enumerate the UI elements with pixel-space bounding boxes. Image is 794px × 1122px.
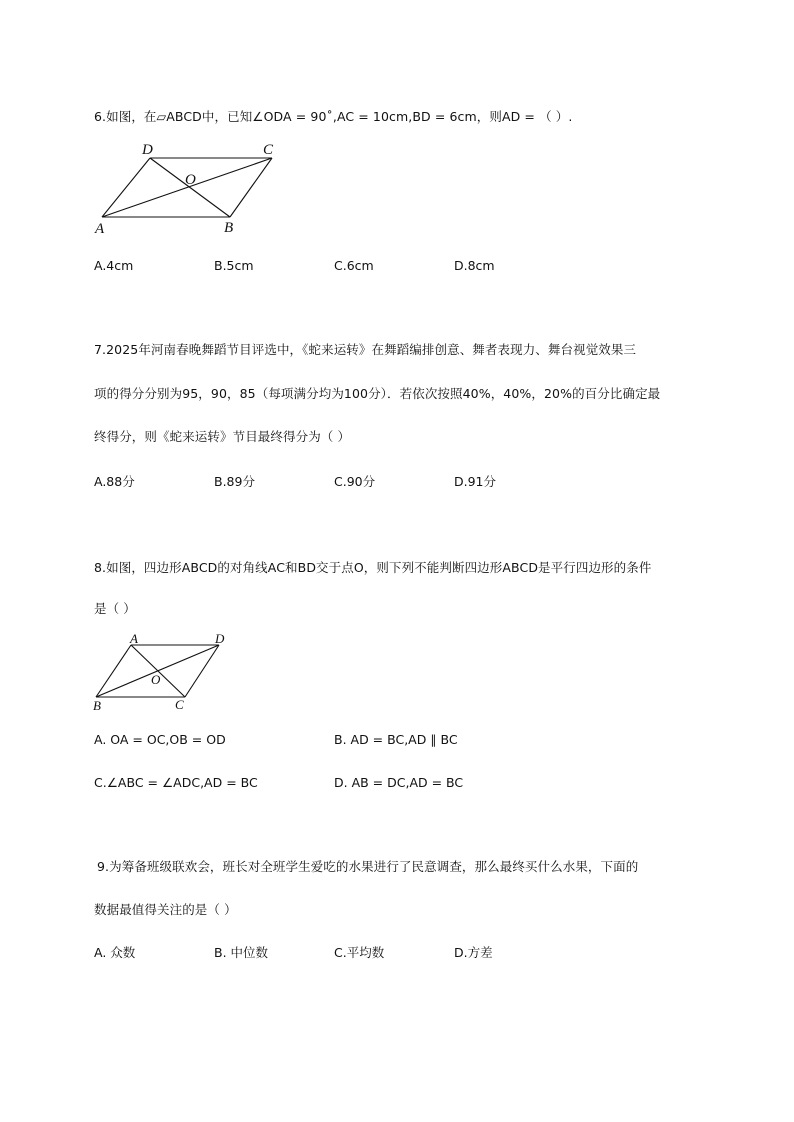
q8-option-a[interactable]: A. OA = OC,OB = OD	[94, 732, 226, 747]
label-b: B	[93, 698, 101, 713]
side-bc	[230, 158, 272, 217]
label-a: A	[95, 221, 105, 237]
q9-option-a[interactable]: A. 众数	[94, 945, 136, 960]
q9-option-c[interactable]: C.平均数	[334, 945, 385, 960]
q8-option-c[interactable]: C.∠ABC = ∠ADC,AD = BC	[94, 775, 258, 790]
q7-option-a[interactable]: A.88分	[94, 474, 135, 489]
side-cd	[185, 645, 219, 697]
q7-option-b[interactable]: B.89分	[214, 474, 255, 489]
question-8-line-2: 是（ ）	[94, 601, 136, 616]
question-8-line-1: 8.如图，四边形ABCD的对角线AC和BD交于点O，则下列不能判断四边形ABCD是平行四边形的条件	[94, 560, 652, 575]
diagonal-bd	[96, 645, 219, 697]
q7-option-c[interactable]: C.90分	[334, 474, 376, 489]
question-7-line-2: 项的得分分别为95，90，85（每项满分均为100分）．若依次按照40%，40%，20%的百分比确定最	[94, 386, 661, 401]
label-c: C	[263, 142, 274, 158]
question-9-line-2: 数据最值得关注的是（ ）	[94, 902, 237, 917]
q6-option-b[interactable]: B.5cm	[214, 258, 254, 273]
question-6-text: 6.如图，在▱ABCD中，已知∠ODA = 90˚,AC = 10cm,BD = 6cm，则AD = （ ）.	[94, 109, 573, 124]
q8-option-d[interactable]: D. AB = DC,AD = BC	[334, 775, 464, 790]
parallelogram-figure-q8	[90, 632, 250, 712]
q9-option-d[interactable]: D.方差	[454, 945, 493, 960]
q6-option-a[interactable]: A.4cm	[94, 258, 134, 273]
parallelogram-figure-q6	[94, 142, 294, 237]
question-9-line-1: 9.为筹备班级联欢会，班长对全班学生爱吃的水果进行了民意调查，那么最终买什么水果，下面的	[97, 859, 639, 874]
label-o: O	[151, 672, 161, 687]
label-d: D	[142, 142, 153, 158]
label-d: D	[215, 631, 225, 646]
label-b: B	[224, 220, 234, 236]
label-c: C	[175, 697, 184, 712]
q8-option-b[interactable]: B. AD = BC,AD ∥ BC	[334, 732, 458, 747]
q7-option-d[interactable]: D.91分	[454, 474, 497, 489]
label-a: A	[130, 631, 138, 646]
q6-option-c[interactable]: C.6cm	[334, 258, 374, 273]
question-7-line-3: 终得分，则《蛇来运转》节目最终得分为（ ）	[94, 429, 351, 444]
label-o: O	[185, 172, 196, 188]
question-7-line-1: 7.2025年河南春晚舞蹈节目评选中，《蛇来运转》在舞蹈编排创意、舞者表现力、舞台视觉效果三	[94, 342, 637, 357]
q9-option-b[interactable]: B. 中位数	[214, 945, 269, 960]
q6-option-d[interactable]: D.8cm	[454, 258, 495, 273]
